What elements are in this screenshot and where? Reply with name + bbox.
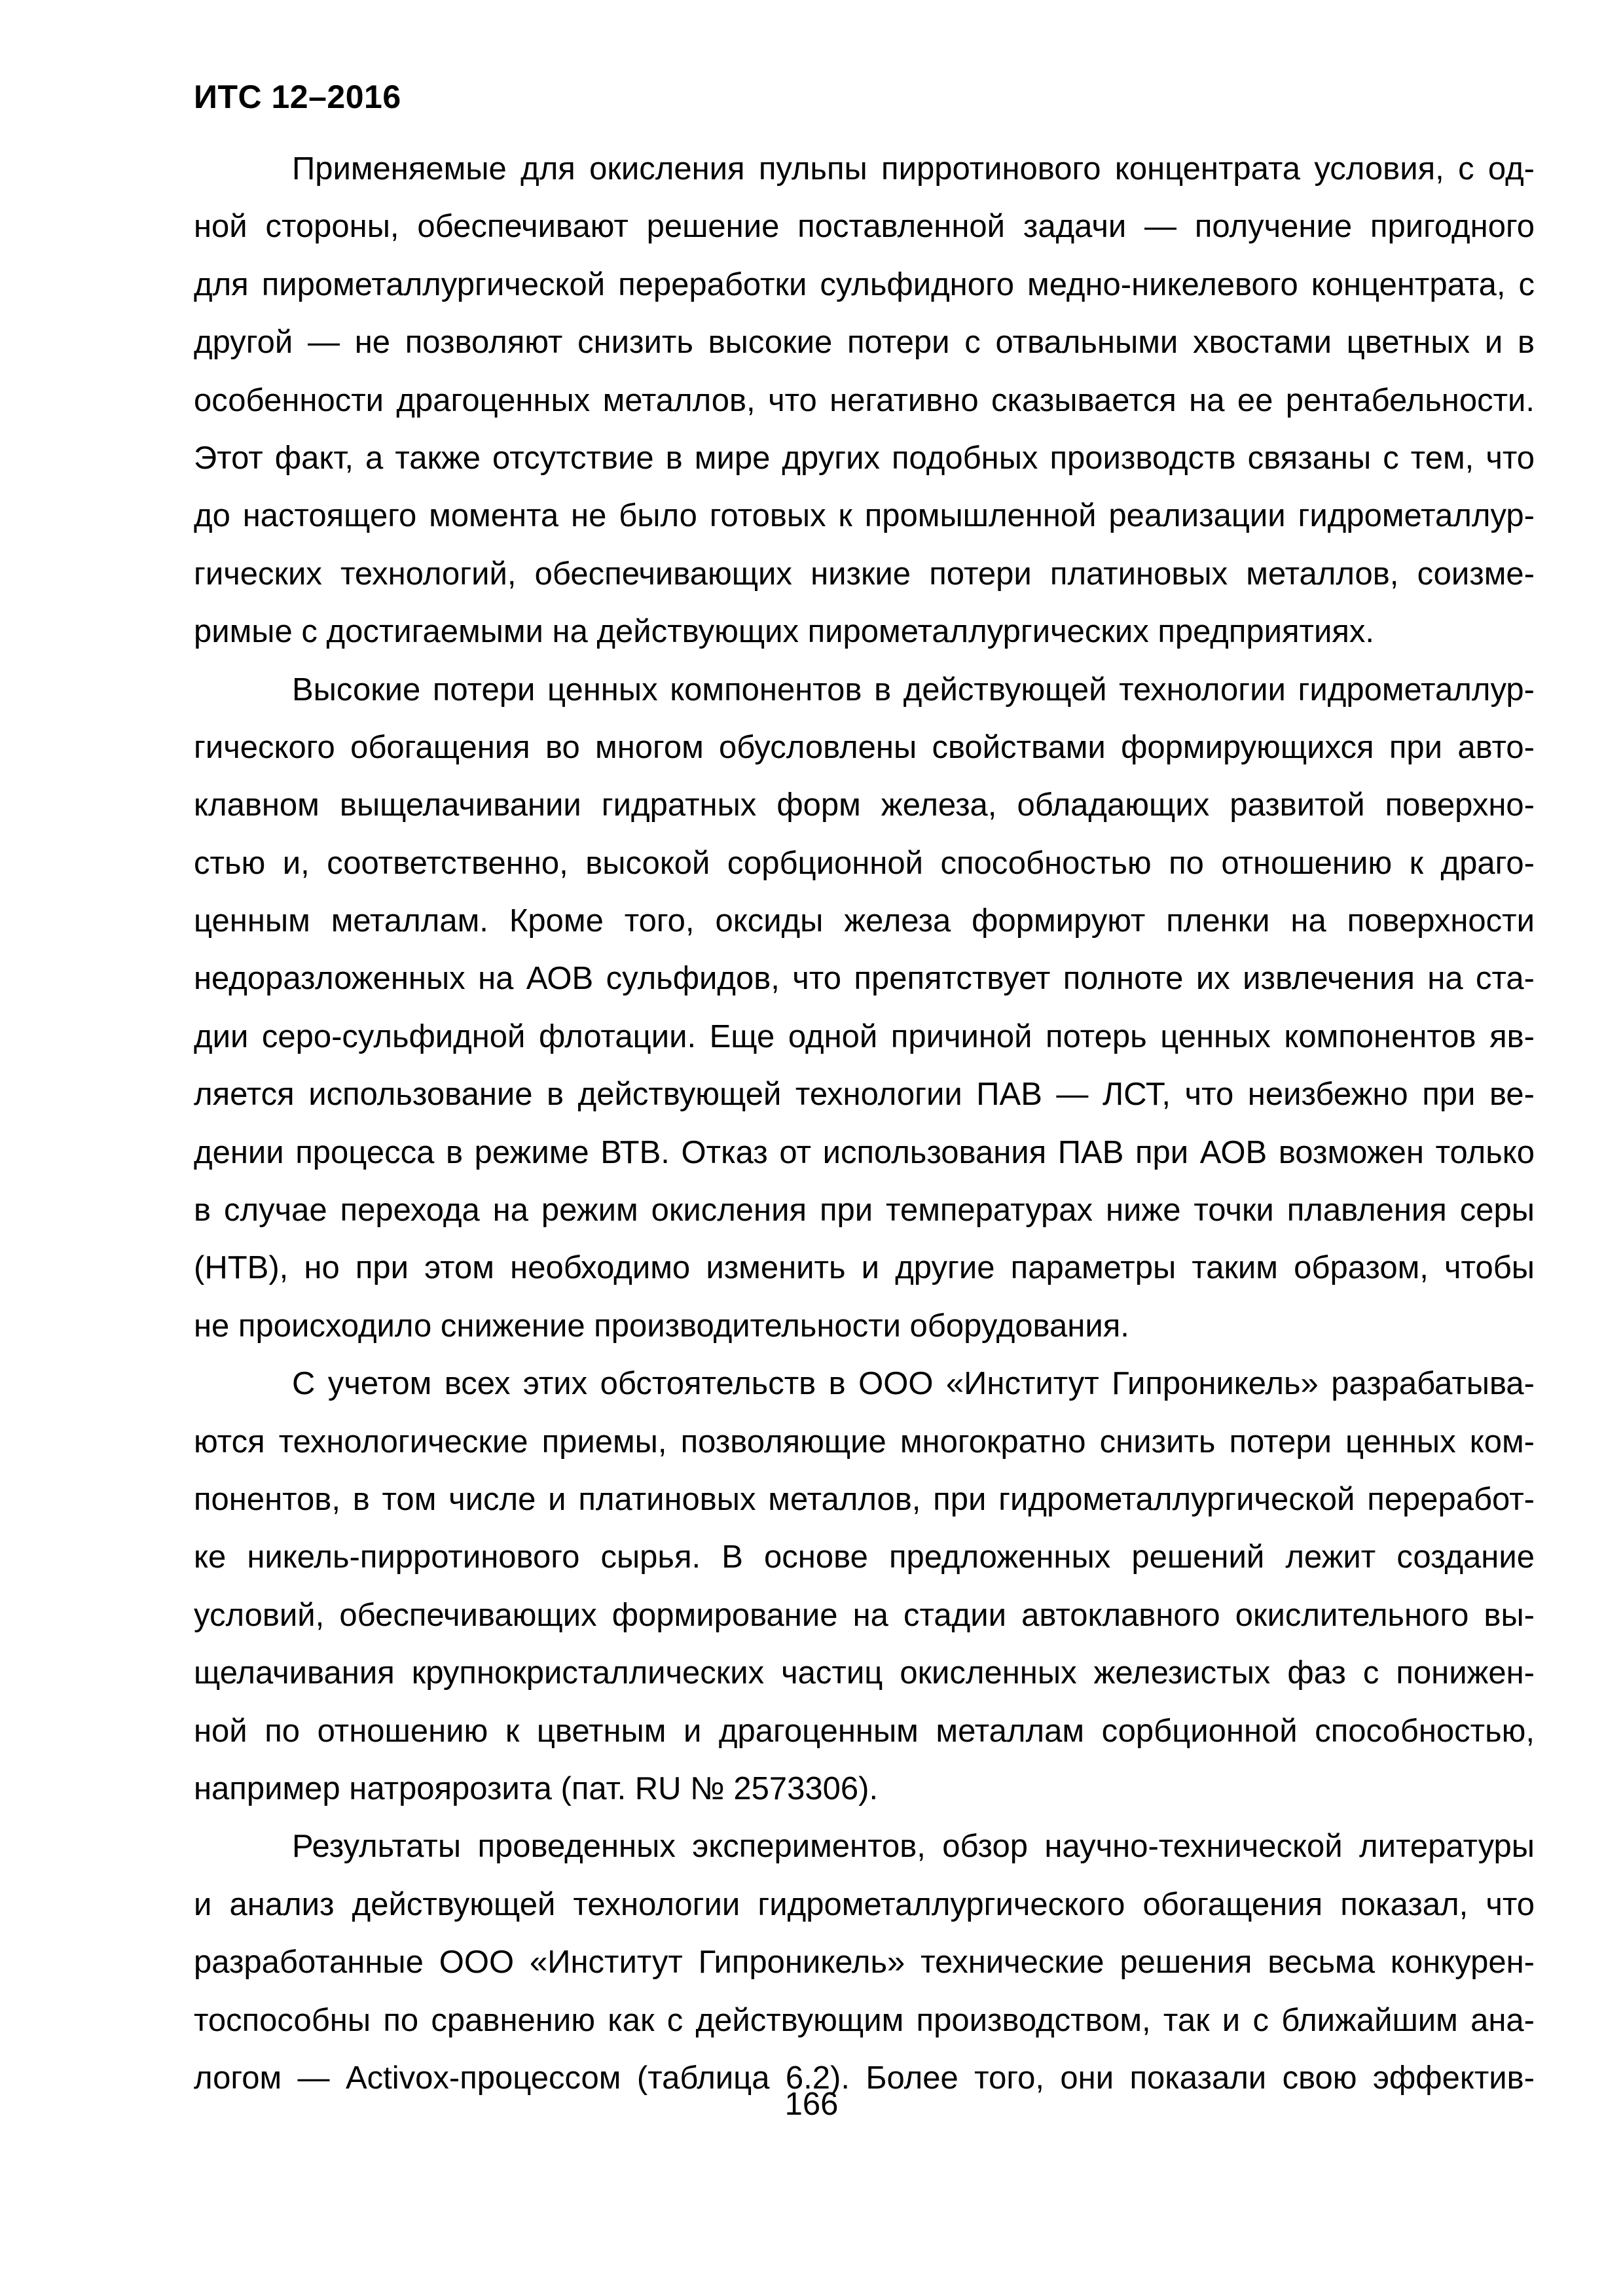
text-line: условий, обеспечивающих формирование на стадии автоклавного окислительного вы- [194,1597,1535,1633]
paragraph [194,1365,1535,1828]
text-line: ляется использование в действующей технологии ПАВ — ЛСТ, что неизбежно при ве- [194,1077,1535,1113]
text-line: ной стороны, обеспечивают решение поставленной задачи — получение пригодного [194,209,1535,245]
document-body [194,151,1535,2117]
text-line: Высокие потери ценных компонентов в действующей технологии гидрометаллур- [292,672,1535,708]
text-line: недоразложенных на АОВ сульфидов, что препятствует полноте их извлечения на ста- [194,961,1535,997]
text-line: другой — не позволяют снизить высокие потери с отвальными хвостами цветных и в [194,325,1535,361]
paragraph [194,672,1535,1366]
text-line: гического обогащения во многом обусловлены свойствами формирующихся при авто- [194,729,1535,765]
text-line: дении процесса в режиме ВТВ. Отказ от использования ПАВ при АОВ возможен только [194,1134,1535,1170]
text-line: до настоящего момента не было готовых к промышленной реализации гидрометаллур- [194,498,1535,534]
text-line: дии серо-сульфидной флотации. Еще одной причиной потерь ценных компонентов яв- [194,1018,1535,1054]
text-line: щелачивания крупнокристаллических частиц окисленных железистых фаз с понижен- [194,1655,1535,1691]
text-line: Результаты проведенных экспериментов, обзор научно-технической литературы [292,1829,1535,1865]
text-line: ной по отношению к цветным и драгоценным металлам сорбционной способностью, [194,1713,1535,1749]
text-line: особенности драгоценных металлов, что негативно сказывается на ее рентабельности. [194,382,1535,418]
text-line: в случае перехода на режим окисления при температурах ниже точки плавления серы [194,1193,1535,1229]
page-number: 166 [784,2087,839,2122]
text-line: Применяемые для окисления пульпы пирротинового концентрата условия, с од- [292,151,1535,187]
text-line: римые с достигаемыми на действующих пирометаллургических предприятиях. [194,614,1375,650]
text-line: и анализ действующей технологии гидрометаллургического обогащения показал, что [194,1886,1535,1922]
text-line: не происходило снижение производительности оборудования. [194,1308,1129,1344]
text-line: понентов, в том числе и платиновых металлов, при гидрометаллургической переработ- [194,1481,1535,1517]
text-line: клавном выщелачивании гидратных форм железа, обладающих развитой поверхно- [194,787,1535,823]
text-line: ке никель-пирротинового сырья. В основе предложенных решений лежит создание [194,1539,1535,1575]
paragraph [194,151,1535,672]
text-line: логом — Activox-процессом (таблица 6.2). Более того, они показали свою эффектив- [194,2060,1535,2096]
text-line: гических технологий, обеспечивающих низкие потери платиновых металлов, соизме- [194,556,1535,592]
text-line: тоспособны по сравнению как с действующим производством, так и с ближайшим ана- [194,2002,1535,2038]
text-line: разработанные ООО «Институт Гипроникель» технические решения весьма конкурен- [194,1945,1535,1981]
text-line: например натроярозита (пат. RU № 2573306). [194,1770,879,1806]
text-line: для пирометаллургической переработки сульфидного медно-никелевого концентрата, с [194,266,1535,302]
text-line: ценным металлам. Кроме того, оксиды железа формируют пленки на поверхности [194,903,1535,939]
document-header-code: ИТС 12–2016 [194,79,401,115]
text-line: Этот факт, а также отсутствие в мире других подобных производств связаны с тем, что [194,440,1535,476]
text-line: С учетом всех этих обстоятельств в ООО «Институт Гипроникель» разрабатыва- [292,1366,1535,1402]
paragraph [194,1828,1535,2117]
text-line: стью и, соответственно, высокой сорбционной способностью по отношению к драго- [194,845,1535,881]
text-line: (НТВ), но при этом необходимо изменить и другие параметры таким образом, чтобы [194,1250,1535,1286]
text-line: ются технологические приемы, позволяющие многократно снизить потери ценных ком- [194,1424,1535,1460]
